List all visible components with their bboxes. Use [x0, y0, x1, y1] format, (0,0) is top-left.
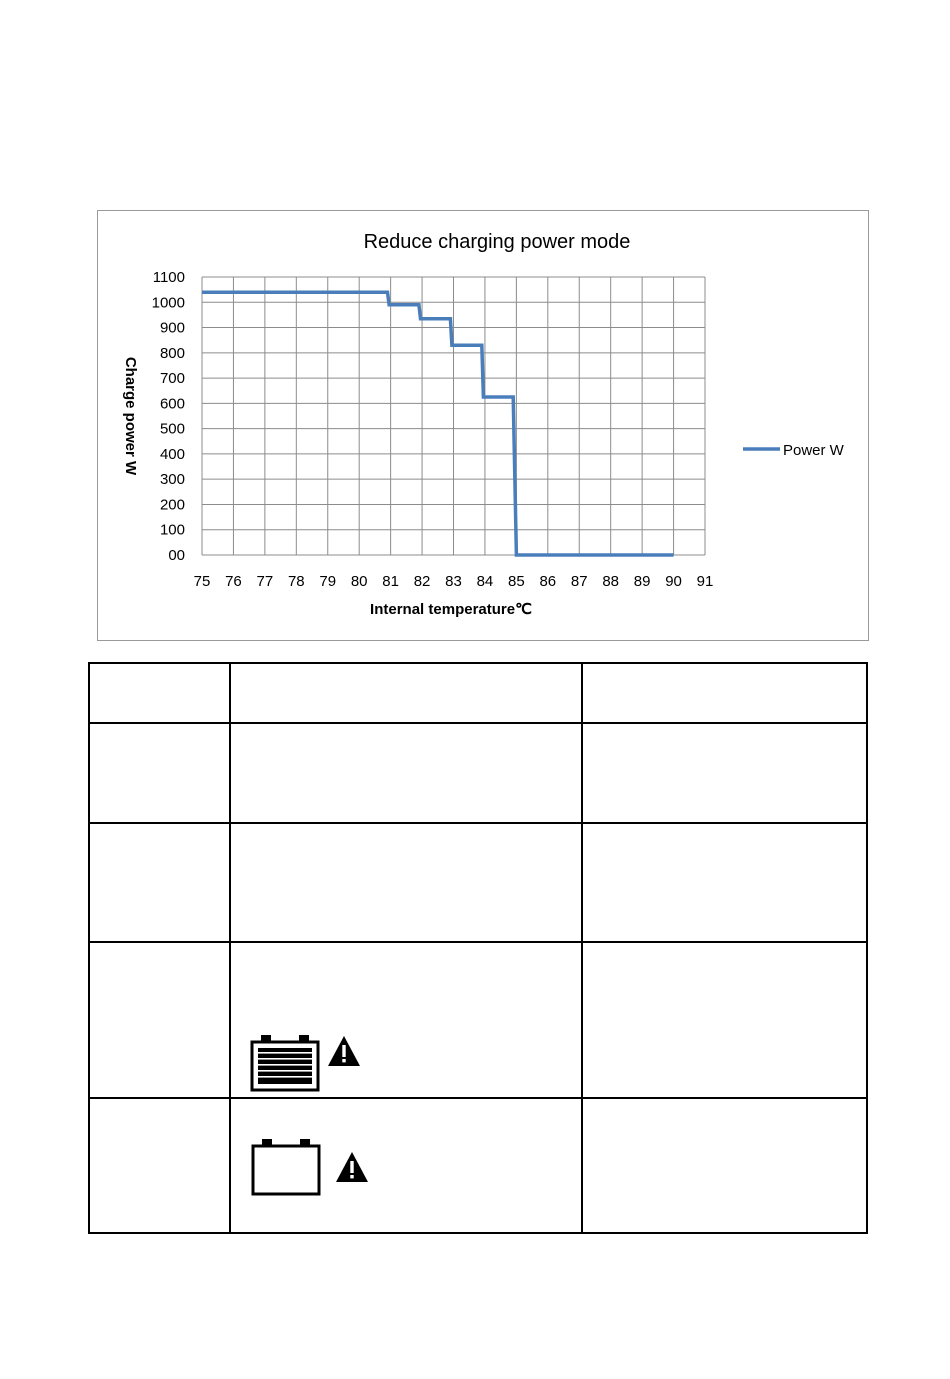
battery-icon-holder — [249, 1035, 321, 1098]
x-tick-label: 79 — [319, 573, 337, 590]
x-tick-label: 75 — [193, 573, 211, 590]
warning-icon-holder — [335, 1151, 369, 1188]
grid-layer — [202, 277, 705, 555]
table-cell — [89, 942, 230, 1098]
chart-title: Reduce charging power mode — [363, 231, 631, 253]
legend — [743, 442, 845, 459]
warning-icon-holder — [327, 1035, 361, 1072]
x-tick-label: 85 — [508, 573, 525, 590]
table-cell — [582, 1098, 867, 1233]
y-tick-label: 800 — [159, 344, 185, 362]
table-cell — [230, 1098, 582, 1233]
table-row — [89, 942, 867, 1098]
table-cell — [582, 823, 867, 942]
y-tick-label: 200 — [159, 496, 185, 514]
table-row — [89, 823, 867, 942]
table-cell — [89, 1098, 230, 1233]
y-tick-label: 600 — [159, 395, 185, 413]
table-cell — [230, 823, 582, 942]
x-tick-label: 86 — [539, 573, 557, 590]
y-tick-label: 100 — [159, 521, 185, 539]
warning-triangle-icon — [335, 1151, 369, 1183]
x-tick-label: 83 — [445, 573, 462, 590]
y-tick-label: 00 — [168, 547, 185, 564]
table-cell — [89, 663, 230, 723]
x-tick-label: 84 — [476, 573, 494, 590]
x-tick-label: 81 — [382, 573, 399, 590]
chart-svg — [98, 211, 870, 642]
table-row — [89, 663, 867, 723]
x-tick-label: 88 — [602, 573, 620, 590]
chart-panel — [97, 210, 869, 641]
y-tick-label: 400 — [159, 445, 185, 463]
table-cell — [582, 663, 867, 723]
x-tick-label: 82 — [413, 573, 431, 590]
battery-icon-holder — [250, 1139, 322, 1202]
table-cell — [89, 823, 230, 942]
x-axis-label: Internal temperature℃ — [370, 601, 532, 618]
x-tick-labels — [194, 573, 714, 590]
y-tick-label: 700 — [159, 370, 185, 388]
x-tick-label: 91 — [696, 573, 714, 590]
x-tick-label: 78 — [287, 573, 305, 590]
table-cell — [230, 942, 582, 1098]
legend-label: Power W — [783, 442, 844, 459]
y-tick-label: 300 — [159, 471, 185, 489]
y-tick-label: 900 — [159, 319, 185, 337]
x-tick-label: 90 — [665, 573, 682, 590]
y-tick-labels — [152, 269, 185, 564]
table-cell — [230, 663, 582, 723]
battery-full-icon — [249, 1035, 321, 1093]
y-tick-label: 500 — [159, 420, 185, 438]
x-tick-label: 80 — [350, 573, 368, 590]
table-row — [89, 723, 867, 823]
x-tick-label: 76 — [225, 573, 242, 590]
series-layer — [202, 292, 674, 555]
warning-triangle-icon — [327, 1035, 361, 1067]
table-cell — [582, 942, 867, 1098]
x-tick-label: 89 — [633, 573, 651, 590]
y-tick-label: 1000 — [151, 294, 185, 312]
info-table — [88, 662, 868, 1234]
x-tick-label: 77 — [256, 573, 274, 590]
table-row — [89, 1098, 867, 1233]
table-cell — [230, 723, 582, 823]
info-table-wrap — [88, 662, 868, 1234]
series-line-power — [202, 292, 674, 555]
y-axis-label: Charge power W — [122, 356, 139, 476]
table-cell — [89, 723, 230, 823]
battery-empty-icon — [250, 1139, 322, 1197]
x-tick-label: 87 — [570, 573, 588, 590]
table-cell — [582, 723, 867, 823]
y-tick-label: 1100 — [152, 269, 185, 286]
